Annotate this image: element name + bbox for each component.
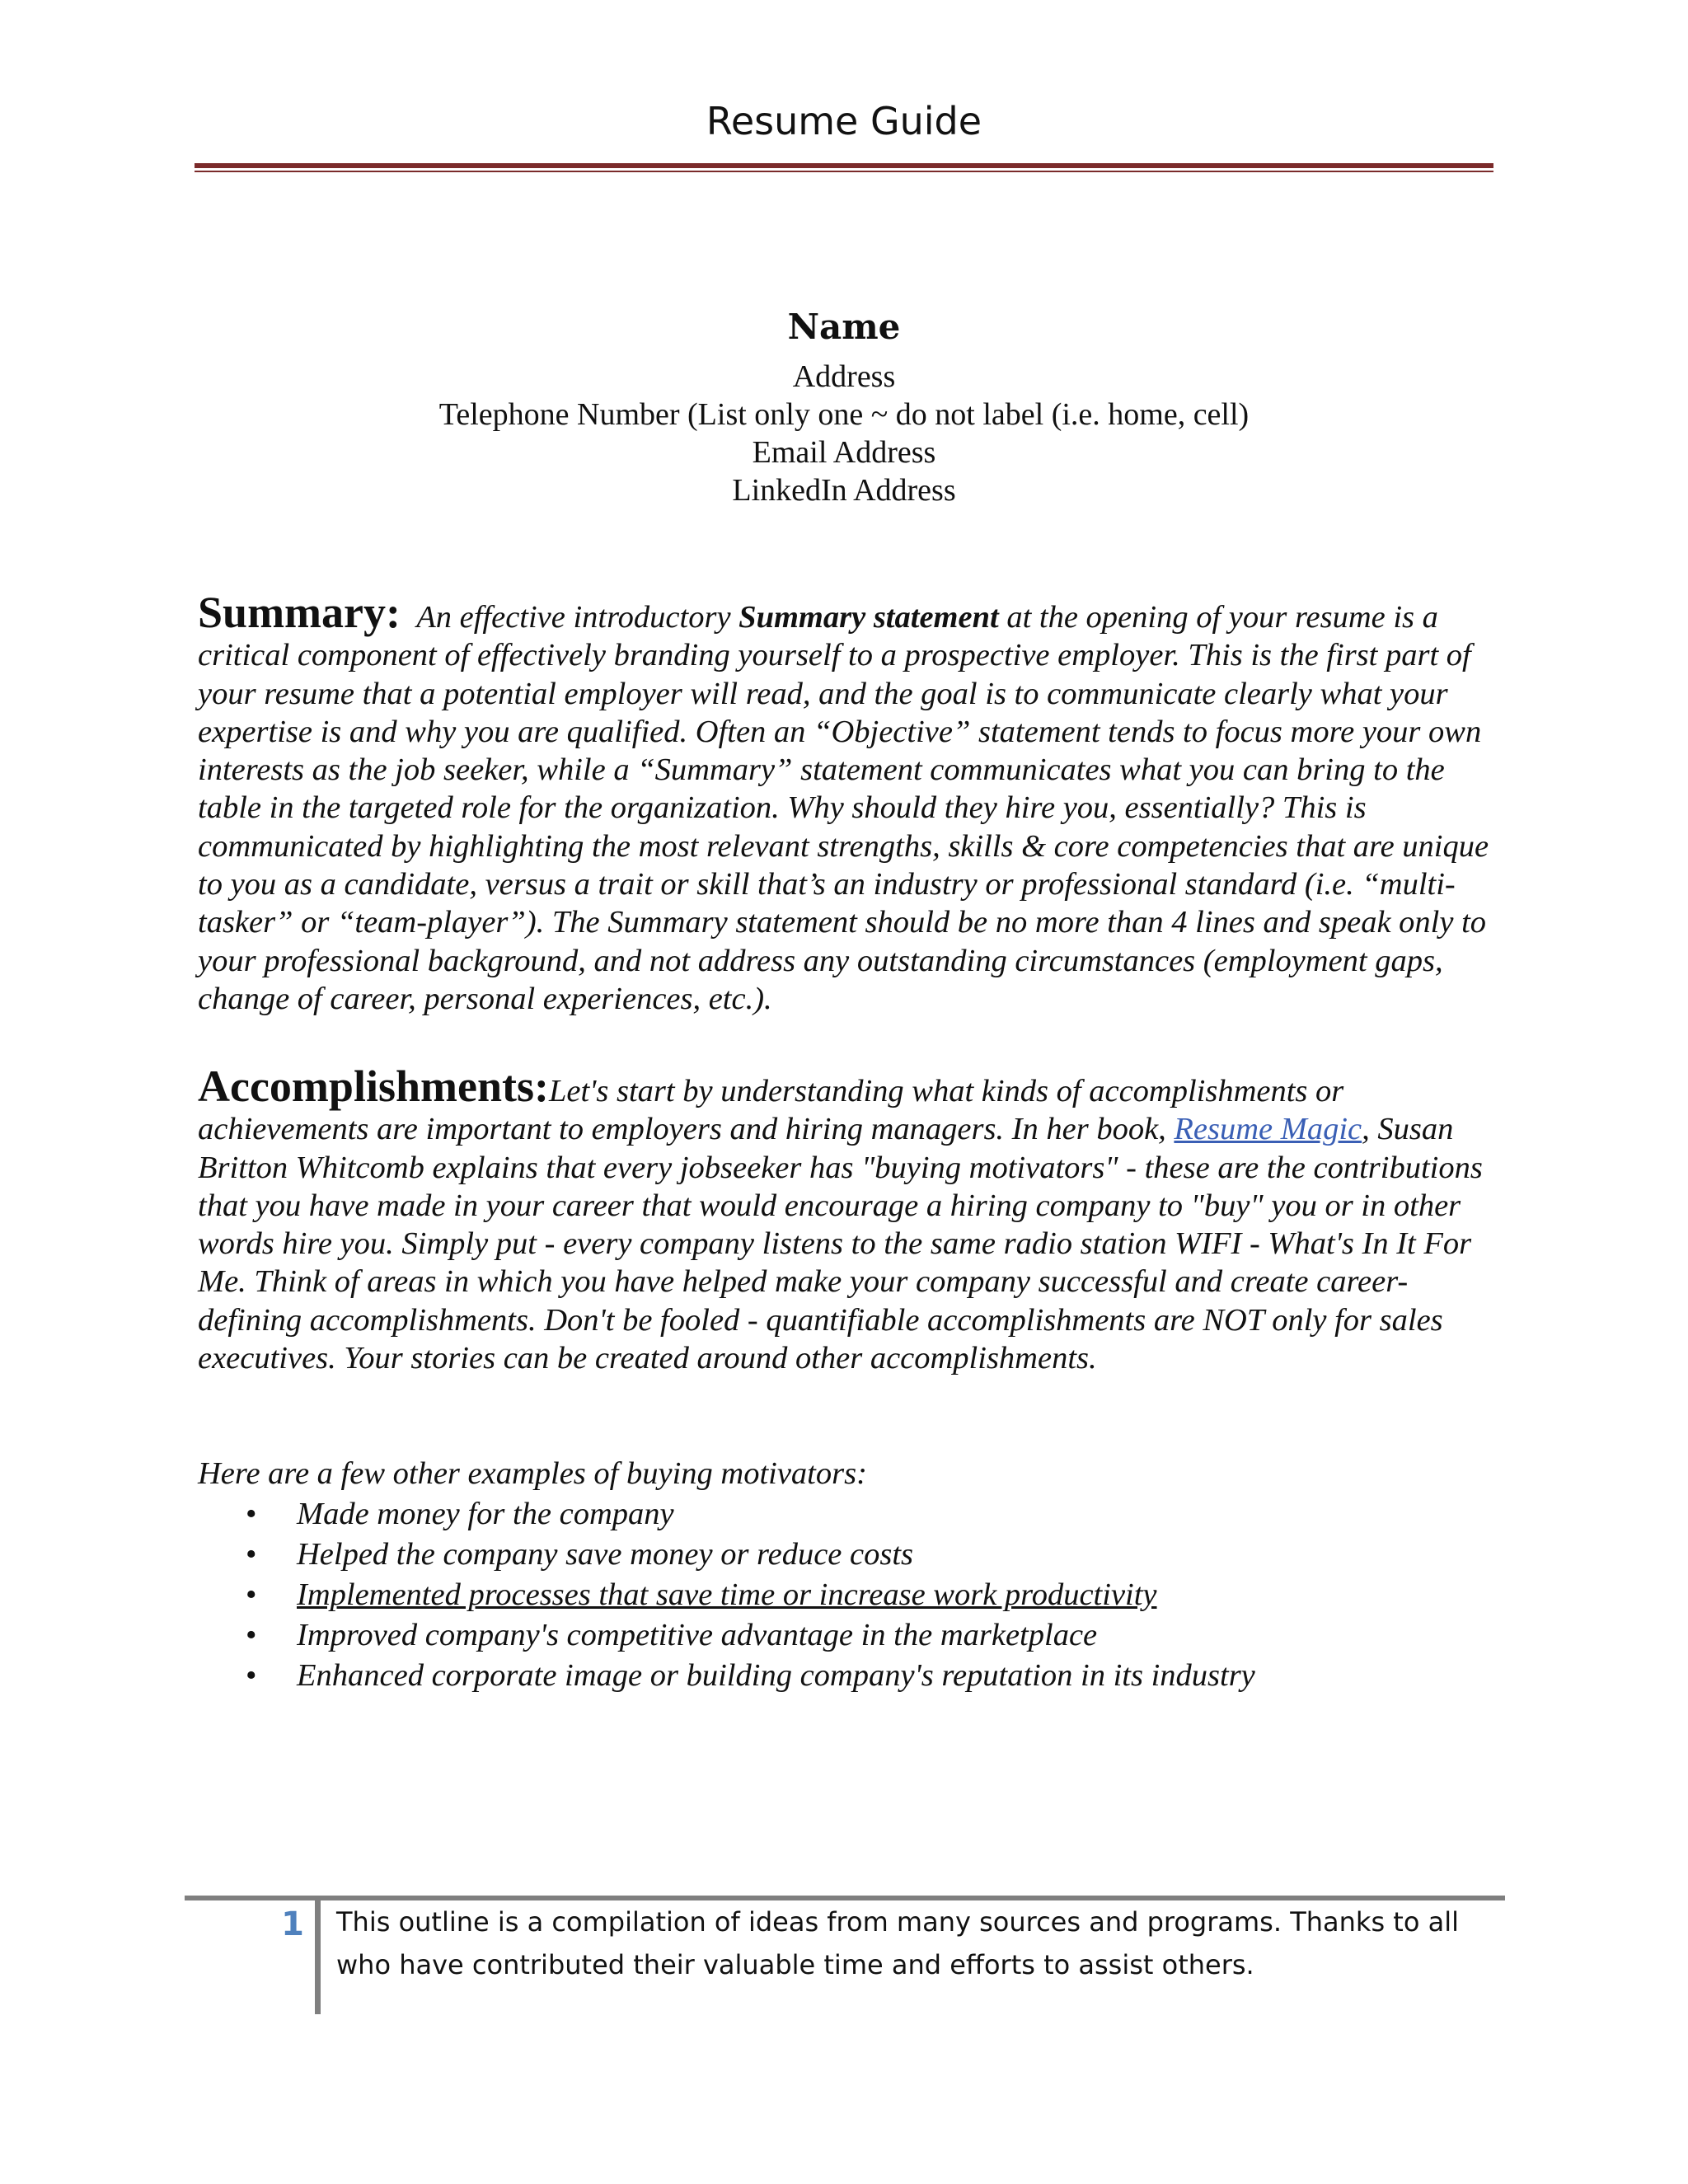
bullet-icon: • [246,1577,257,1612]
summary-section [198,588,1500,1018]
summary-text: at the opening of your resume is a critical component of effectively branding yourself to a prospective employer. This is the first part of your resume that a potential employer will read, and the goal is to communicate clearly what your expertise is and why you are qualified. Often an “Objective” statement tends to focus more your own interests as the job seeker, while a “Summary” statement communicates what you can bring to the table in the targeted role for the organization. Why should they hire you, essentially? This is communicated by highlighting the most relevant strengths, skills & core competencies that are unique to you as a candidate, versus a trait or skill that’s an industry or professional standard (i.e. “multi-tasker” or “team-player”). The Summary statement should be no more than 4 lines and speak only to your professional background, and not address any outstanding circumstances (employment gaps, change of career, personal experiences, etc.). [198,600,1489,1016]
resume-magic-link[interactable]: Resume Magic [1174,1112,1362,1147]
accomplishments-heading: Accomplishments: [198,1062,549,1111]
list-item [198,1494,1500,1535]
list-item-text: Helped the company save money or reduce costs [297,1537,914,1572]
examples-list [198,1494,1500,1696]
contact-linkedin: LinkedIn Address [732,473,956,508]
accomplishments-text-before-link: Let's start by understanding what kinds of accomplishments or achievements are important to employers and hiring managers. In her book, [198,1074,1344,1147]
contact-email: Email Address [752,435,936,470]
contact-address: Address [792,359,896,394]
footer-divider [315,1896,321,2014]
bullet-icon: • [246,1618,257,1652]
list-item-text: Implemented processes that save time or increase work productivity [297,1577,1157,1612]
page-number: 1 [281,1905,304,1943]
list-item [198,1615,1500,1656]
bullet-icon: • [246,1537,257,1572]
bullet-icon: • [246,1658,257,1693]
header-rule-thin [195,171,1493,172]
list-item-text: Made money for the company [297,1497,674,1531]
accomplishments-text-after-link: , Susan Britton Whitcomb explains that every jobseeker has "buying motivators" - these are the contributions that you have made in your career that would encourage a hiring company to "buy" you or in other words hire you. Simply put - every company listens to the same radio station WIFI - What's In It For Me. Think of areas in which you have helped make your company successful and create career-defining accomplishments. Don't be fooled - quantifiable accomplishments are NOT only for sales executives. Your stories can be created around other accomplishments. [198,1112,1483,1376]
list-item-text: Improved company's competitive advantage in the marketplace [297,1618,1098,1652]
summary-bold-term: Summary statement [738,600,999,635]
accomplishments-section [198,1062,1500,1377]
header-rule [195,163,1493,168]
list-item-text: Enhanced corporate image or building company's reputation in its industry [297,1658,1255,1693]
bullet-icon: • [246,1497,257,1531]
list-item [198,1656,1500,1696]
contact-telephone: Telephone Number (List only one ~ do not label (i.e. home, cell) [438,397,1250,432]
list-item [198,1535,1500,1575]
contact-block [0,303,1688,509]
list-item [198,1575,1500,1615]
examples-intro: Here are a few other examples of buying motivators: [198,1456,867,1491]
summary-heading: Summary: [198,588,401,637]
footer-note: This outline is a compilation of ideas from many sources and programs. Thanks to all who have contributed their valuable time and efforts to assist others. [336,1906,1459,1980]
contact-name: Name [787,307,901,347]
summary-intro: An effective introductory [416,600,731,635]
header-title: Resume Guide [706,99,982,143]
examples-section [198,1454,1500,1696]
